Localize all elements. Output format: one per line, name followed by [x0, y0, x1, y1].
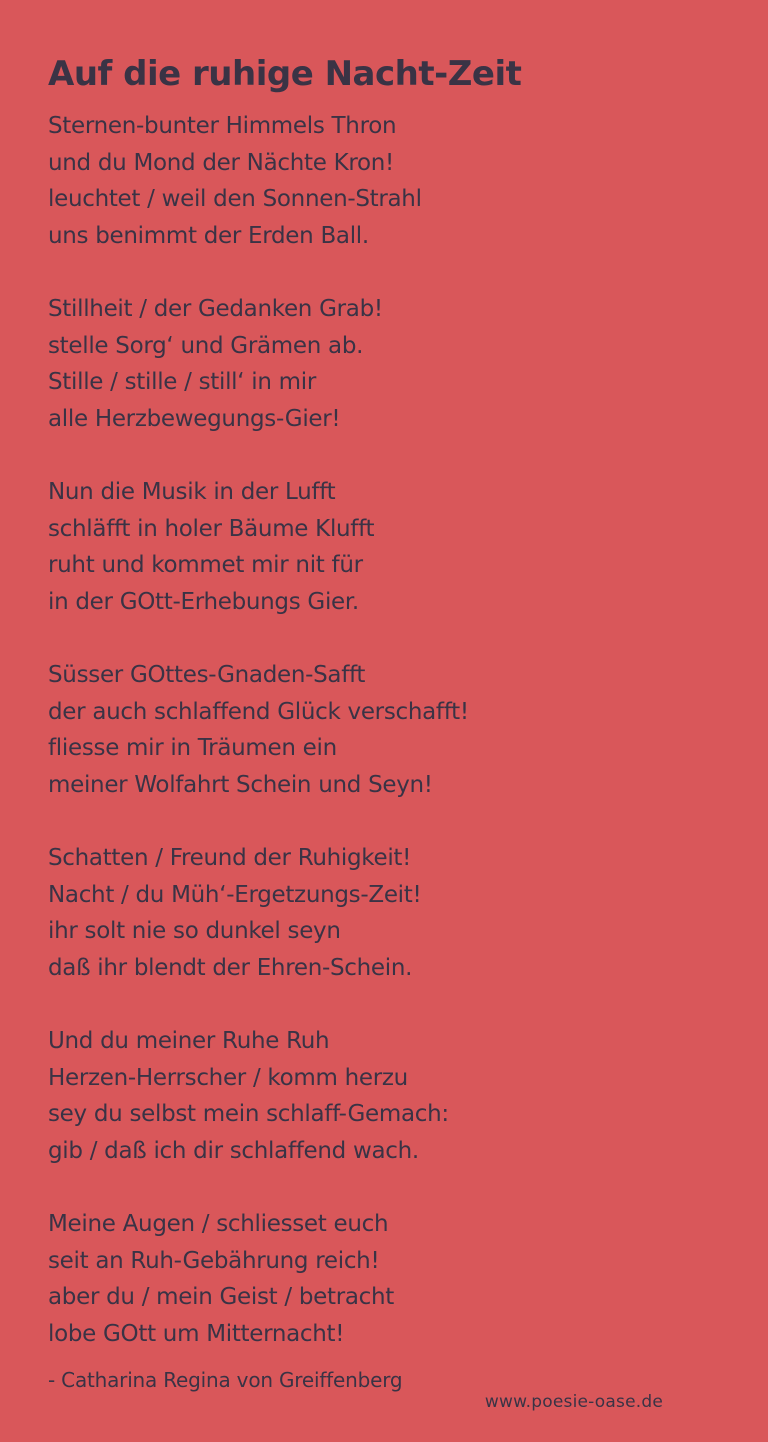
- website-watermark: www.poesie-oase.de: [484, 1392, 663, 1412]
- poem-card: [48, 52, 728, 1389]
- poem-line: und du Mond der Nächte Kron!: [48, 149, 394, 176]
- poem-line: in der GOtt-Erhebungs Gier.: [48, 588, 359, 615]
- stanza-5: [48, 840, 728, 986]
- stanza-6: [48, 1023, 728, 1169]
- poem-line: fliesse mir in Träumen ein: [48, 735, 337, 761]
- poem-line: lobe GOtt um Mitternacht!: [48, 1320, 345, 1347]
- poem-line: seit an Ruh-Gebährung reich!: [48, 1247, 380, 1274]
- stanza-3: [48, 474, 728, 620]
- poem-line: ihr solt nie so dunkel seyn: [48, 918, 341, 944]
- poem-line: Und du meiner Ruhe Ruh: [48, 1028, 330, 1054]
- poem-line: der auch schlaffend Glück verschafft!: [48, 698, 469, 725]
- poem-line: Herzen-Herrscher / komm herzu: [48, 1064, 408, 1091]
- poem-line: sey du selbst mein schlaff-Gemach:: [48, 1101, 449, 1127]
- poem-line: schläfft in holer Bäume Klufft: [48, 515, 375, 542]
- poem-line: Stille / stille / still‘ in mir: [48, 369, 317, 395]
- poem-line: Nacht / du Müh‘-Ergetzungs-Zeit!: [48, 881, 422, 908]
- poem-line: stelle Sorg‘ und Grämen ab.: [48, 332, 364, 359]
- poem-line: Sternen-bunter Himmels Thron: [48, 113, 397, 139]
- poem-line: Stillheit / der Gedanken Grab!: [48, 296, 383, 322]
- poem-line: gib / daß ich dir schlaffend wach.: [48, 1137, 419, 1164]
- stanza-4: [48, 657, 728, 803]
- stanza-1: [48, 108, 728, 254]
- poem-line: uns benimmt der Erden Ball.: [48, 222, 369, 249]
- poem-line: Meine Augen / schliesset euch: [48, 1211, 389, 1237]
- poem-line: aber du / mein Geist / betracht: [48, 1284, 394, 1310]
- poem-title: Auf die ruhige Nacht-Zeit: [48, 54, 522, 94]
- poem-line: alle Herzbewegungs-Gier!: [48, 405, 341, 432]
- poem-line: Schatten / Freund der Ruhigkeit!: [48, 845, 412, 871]
- poem-line: Nun die Musik in der Lufft: [48, 479, 336, 505]
- poem-line: ruht und kommet mir nit für: [48, 552, 363, 578]
- poem-line: leuchtet / weil den Sonnen-Strahl: [48, 186, 422, 212]
- author-credit: - Catharina Regina von Greiffenberg: [48, 1368, 403, 1392]
- poem-line: Süsser GOttes-Gnaden-Safft: [48, 662, 366, 688]
- stanza-2: [48, 291, 728, 437]
- poem-line: daß ihr blendt der Ehren-Schein.: [48, 954, 413, 981]
- poem-line: meiner Wolfahrt Schein und Seyn!: [48, 771, 433, 798]
- stanza-7: [48, 1206, 728, 1352]
